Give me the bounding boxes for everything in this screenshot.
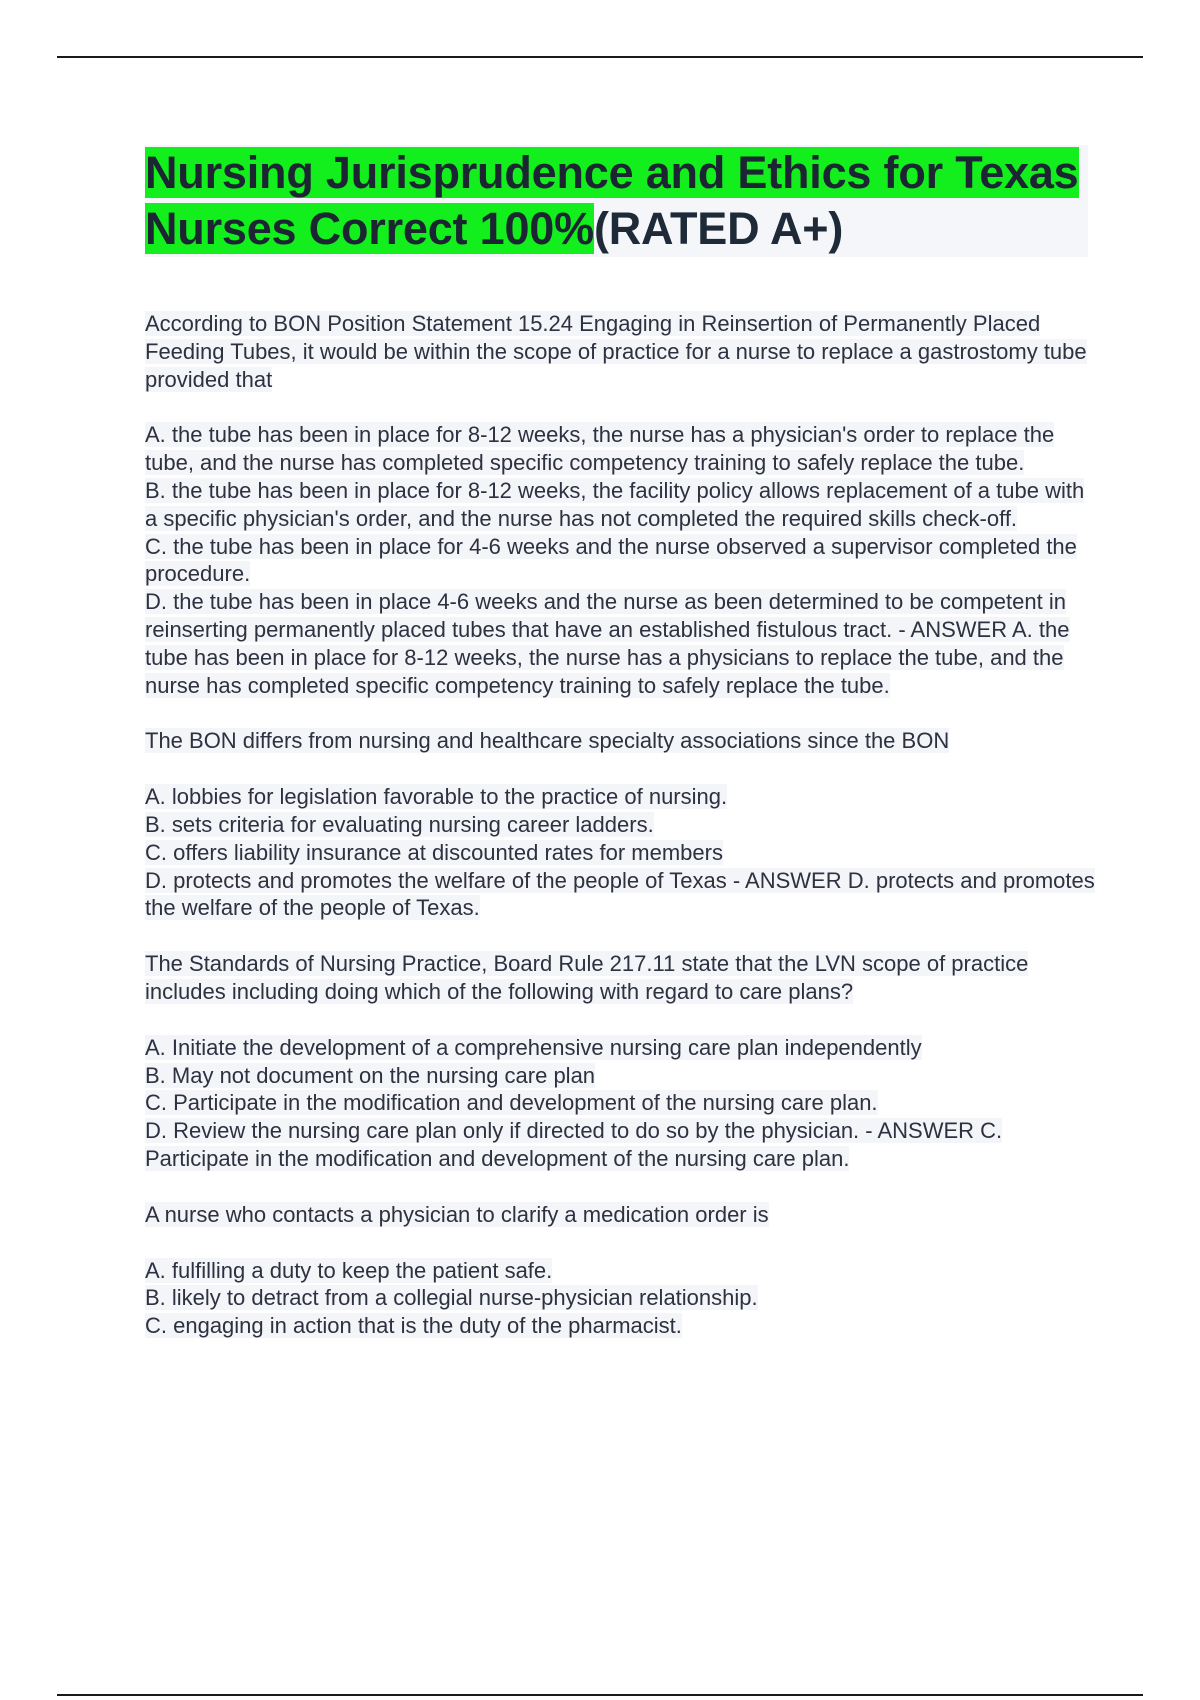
answer-option: C. the tube has been in place for 4-6 weeks and the nurse observed a supervisor completed the procedure. — [145, 533, 1077, 587]
document-body — [145, 310, 1095, 1368]
title-block — [145, 145, 1088, 257]
question-text: The Standards of Nursing Practice, Board Rule 217.11 state that the LVN scope of practice includes including doing which of the following with regard to care plans? — [145, 951, 1029, 1004]
answer-option: B. sets criteria for evaluating nursing career ladders. — [145, 811, 654, 837]
answer-option: C. engaging in action that is the duty of the pharmacist. — [145, 1313, 682, 1339]
bottom-rule — [57, 1694, 1143, 1696]
answer-option: D. protects and promotes the welfare of the people of Texas - ANSWER D. protects and promotes the welfare of the people of Texas. — [145, 867, 1095, 921]
question-block-3 — [145, 950, 1095, 1173]
answer-option: B. likely to detract from a collegial nurse-physician relationship. — [145, 1285, 758, 1311]
question-block-2 — [145, 727, 1095, 922]
question-text: A nurse who contacts a physician to clarify a medication order is — [145, 1201, 769, 1227]
question-block-4 — [145, 1201, 1095, 1340]
question-text: The BON differs from nursing and healthcare specialty associations since the BON — [145, 728, 950, 754]
answer-option: A. Initiate the development of a comprehensive nursing care plan independently — [145, 1034, 922, 1060]
answer-option: C. offers liability insurance at discounted rates for members — [145, 839, 723, 865]
document-title — [145, 145, 1088, 257]
question-block-1 — [145, 310, 1095, 699]
answer-option: B. May not document on the nursing care plan — [145, 1062, 596, 1088]
answer-option: A. lobbies for legislation favorable to the practice of nursing. — [145, 784, 728, 810]
answer-option: B. the tube has been in place for 8-12 weeks, the facility policy allows replacement of a tube with a specific physician's order, and the nurse has not completed the required skills check-off. — [145, 477, 1085, 531]
title-suffix: (RATED A+) — [593, 203, 844, 254]
title-highlight: Nursing Jurisprudence and Ethics for Texas Nurses Correct 100% — [145, 147, 1079, 254]
answer-option: D. Review the nursing care plan only if directed to do so by the physician. - ANSWER C. Participate in the modification and development of the nursing care plan. — [145, 1118, 1003, 1171]
answer-option: A. fulfilling a duty to keep the patient safe. — [145, 1257, 553, 1283]
question-text: According to BON Position Statement 15.24 Engaging in Reinsertion of Permanently Placed Feeding Tubes, it would be within the scope of practice for a nurse to replace a gastrostomy tube provided that — [145, 311, 1087, 392]
answer-option: A. the tube has been in place for 8-12 weeks, the nurse has a physician's order to replace the tube, and the nurse has completed specific competency training to safely replace the tube. — [145, 422, 1055, 476]
top-rule — [57, 56, 1143, 58]
answer-option: C. Participate in the modification and development of the nursing care plan. — [145, 1090, 878, 1116]
answer-option: D. the tube has been in place 4-6 weeks and the nurse as been determined to be competent in reinserting permanently placed tubes that have an established fistulous tract. - ANSWER A. the tube has been in place for 8-12 weeks, the nurse has a physicians to replace the tube, and the nurse has completed specific competency training to safely replace the tube. — [145, 589, 1070, 698]
